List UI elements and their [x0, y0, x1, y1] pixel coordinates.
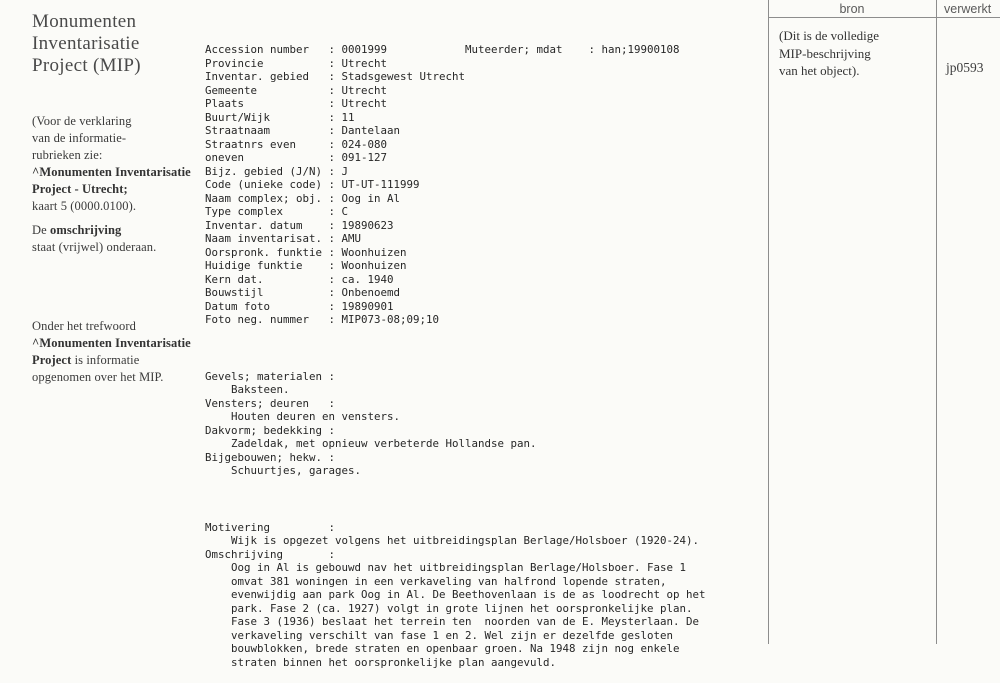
- bron-column-header: bron: [839, 2, 865, 16]
- page-title: Monumenten Inventarisatie Project (MIP): [32, 11, 141, 76]
- bron-note: (Dit is de volledige MIP-beschrijving van het object).: [779, 28, 880, 78]
- column-header-rule: [768, 17, 1000, 18]
- sidebar-note-explanation: (Voor de verklaring van de informatie- rubrieken zie: ^Monumenten Inventarisatie Project - Utrecht; kaart 5 (0000.0100).: [32, 114, 191, 213]
- bron-column-left-rule: [768, 0, 769, 644]
- sidebar-note-trefwoord: Onder het trefwoord ^Monumenten Inventarisatie Project is informatie opgenomen over het MIP.: [32, 319, 191, 384]
- record-description-section: Motivering : Wijk is opgezet volgens het uitbreidingsplan Berlage/Holsboer (1920-24). Omschrijving : Oog in Al is gebouwd nav het uitbreidingsplan Berlage/Holsboer. Fase 1 omvat 381 woningen in een verkaveling van halfrond lopende straten, evenwijdig aan park Oog in Al. De Beethovenlaan is de as loodrecht op het park. Fase 2 (ca. 1927) volgt in grote lijnen het oorspronkelijke plan. Fase 3 (1936) beslaat het terrein ten noorden van de E. Meysterlaan. De verkaveling verschilt van fase 1 en 2. Wel zijn er dezelfde gesloten bouwblokken, brede straten en openbaar groen. Na 1948 zijn nog enkele straten binnen het oorspronkelijke plan aangevuld.: [205, 520, 706, 669]
- record-field-list: Accession number : 0001999 Muteerder; mdat : han;19900108 Provincie : Utrecht Inventar. gebied : Stadsgewest Utrecht Gemeente : Utrecht Plaats : Utrecht Buurt/Wijk : 11 Straatnaam : Dantelaan Straatnrs even : 024-080 oneven : 091-127 Bijz. gebied (J/N) : J Code (unieke code) : UT-UT-111999 Naam complex; obj. : Oog in Al Type complex : C Inventar. datum : 19890623 Naam inventarisat. : AMU Oorspronk. funktie : Woonhuizen Huidige funktie : Woonhuizen Kern dat. : ca. 1940 Bouwstijl : Onbenoemd Datum foto : 19890901 Foto neg. nummer : MIP073-08;09;10: [205, 43, 680, 326]
- verwerkt-code: jp0593: [946, 60, 984, 75]
- mip-record: [205, 16, 706, 683]
- verwerkt-column-left-rule: [936, 0, 937, 644]
- sidebar-note-omschrijving: De omschrijving staat (vrijwel) onderaan.: [32, 223, 157, 254]
- verwerkt-column-header: verwerkt: [944, 2, 992, 16]
- record-materials-section: Gevels; materialen : Baksteen. Vensters; deuren : Houten deuren en vensters. Dakvorm; bedekking : Zadeldak, met opnieuw verbeterde Hollandse pan. Bijgebouwen; hekw. : Schuurtjes, garages.: [205, 369, 537, 477]
